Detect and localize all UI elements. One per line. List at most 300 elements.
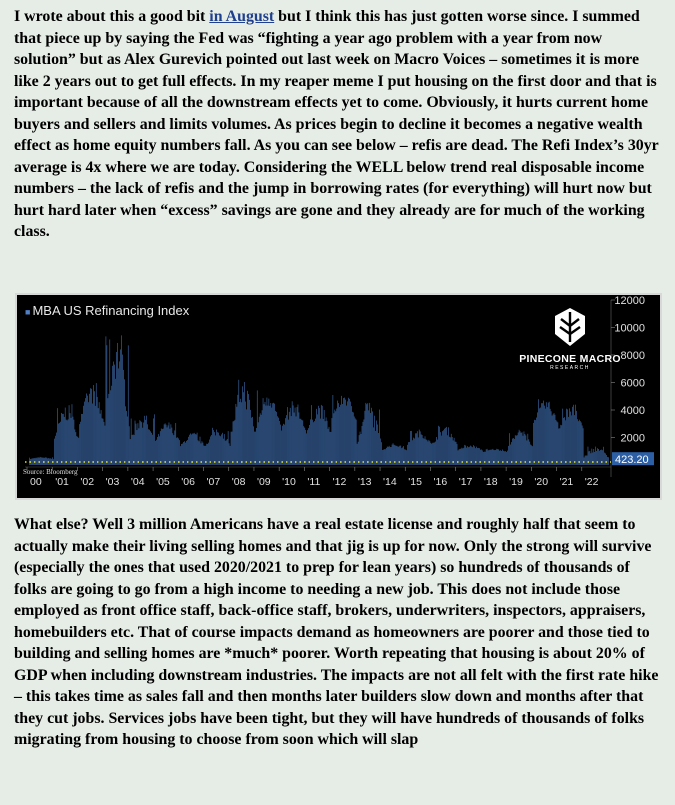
y-tick-label: 6000 xyxy=(620,377,645,390)
chart-bar xyxy=(177,437,178,465)
chart-bar xyxy=(451,434,452,465)
chart-bar xyxy=(417,431,418,465)
chart-bar xyxy=(245,402,246,465)
chart-bar xyxy=(538,399,539,465)
chart-bar xyxy=(181,444,182,465)
chart-bar xyxy=(165,423,166,465)
chart-bar xyxy=(90,388,91,465)
chart-bar xyxy=(31,459,32,465)
chart-bar xyxy=(266,406,267,465)
chart-bar xyxy=(233,421,234,465)
chart-bar xyxy=(573,405,574,465)
chart-bar xyxy=(226,440,227,465)
chart-bar xyxy=(325,421,326,465)
chart-bar xyxy=(124,379,125,465)
chart-bar xyxy=(413,438,414,465)
chart-bar xyxy=(445,428,446,465)
chart-bar xyxy=(405,450,406,465)
chart-bar xyxy=(224,434,225,465)
chart-bar xyxy=(316,409,317,465)
chart-bar xyxy=(141,421,142,465)
chart-bar xyxy=(483,452,484,465)
chart-bar xyxy=(594,452,595,465)
chart-bar xyxy=(510,445,511,465)
chart-bar xyxy=(438,426,439,465)
chart-bar xyxy=(537,412,538,465)
chart-bar xyxy=(288,420,289,465)
chart-bar xyxy=(174,435,175,465)
chart-bar xyxy=(310,419,311,465)
chart-bar xyxy=(599,451,600,465)
chart-bar xyxy=(528,434,529,465)
chart-bar xyxy=(271,403,272,465)
chart-bar xyxy=(238,380,239,465)
chart-bar xyxy=(604,453,605,465)
chart-bar xyxy=(416,433,417,465)
chart-bar xyxy=(303,426,304,465)
chart-bar xyxy=(169,422,170,465)
chart-bar xyxy=(603,447,604,465)
chart-bar xyxy=(569,408,570,465)
chart-bar xyxy=(315,419,316,465)
chart-bar xyxy=(296,416,297,465)
chart-bar xyxy=(160,431,161,465)
chart-bar xyxy=(192,434,193,465)
chart-bar xyxy=(64,417,65,465)
chart-bar xyxy=(425,436,426,465)
chart-bar xyxy=(561,425,562,465)
chart-bar xyxy=(400,446,401,465)
chart-bar xyxy=(223,439,224,465)
chart-bar xyxy=(270,406,271,465)
chart-bar xyxy=(65,408,66,465)
chart-bar xyxy=(420,431,421,465)
chart-bar xyxy=(161,428,162,465)
chart-bar xyxy=(606,455,607,465)
chart-bar xyxy=(351,406,352,465)
chart-bar xyxy=(52,457,53,465)
chart-bar xyxy=(364,419,365,465)
chart-bar xyxy=(368,410,369,465)
chart-bar xyxy=(154,414,155,465)
chart-bar xyxy=(401,448,402,465)
chart-bar xyxy=(222,433,223,465)
chart-bar xyxy=(518,432,519,465)
chart-bar xyxy=(69,405,70,465)
chart-bar xyxy=(377,424,378,465)
chart-bar xyxy=(146,416,147,465)
chart-bar xyxy=(81,414,82,465)
chart-bar xyxy=(108,398,109,465)
chart-bar xyxy=(248,394,249,465)
chart-bar xyxy=(454,438,455,465)
chart-bar xyxy=(363,422,364,465)
x-tick-label: '19 xyxy=(509,476,523,488)
chart-bar xyxy=(216,430,217,465)
chart-bar xyxy=(258,422,259,465)
chart-bar xyxy=(348,398,349,465)
chart-bar xyxy=(209,440,210,465)
chart-bar xyxy=(526,435,527,465)
chart-bar xyxy=(33,458,34,465)
chart-bar xyxy=(140,420,141,465)
chart-bar xyxy=(532,446,533,465)
chart-bar xyxy=(566,409,567,465)
chart-bar xyxy=(41,457,42,465)
x-tick-label: '21 xyxy=(559,476,574,488)
chart-bar xyxy=(260,413,261,465)
chart-bar xyxy=(88,402,89,465)
x-tick-label: '17 xyxy=(458,476,473,488)
chart-bar xyxy=(54,439,55,465)
chart-bar xyxy=(585,456,586,465)
chart-bar xyxy=(142,422,143,465)
chart-bar xyxy=(360,432,361,465)
chart-bar xyxy=(374,416,375,465)
last-value-label: 423.20 xyxy=(615,454,649,467)
chart-bar xyxy=(217,432,218,465)
chart-bar xyxy=(418,437,419,465)
chart-bar xyxy=(605,453,606,465)
chart-bar xyxy=(361,434,362,465)
chart-bar xyxy=(436,437,437,465)
chart-bar xyxy=(556,420,557,465)
chart-bar xyxy=(261,415,262,465)
chart-bar xyxy=(422,435,423,465)
chart-bar xyxy=(274,404,275,465)
chart-bar xyxy=(461,449,462,465)
chart-bar xyxy=(91,389,92,465)
chart-bar xyxy=(77,437,78,465)
chart-bar xyxy=(80,422,81,465)
chart-bar xyxy=(150,431,151,465)
chart-bar xyxy=(571,415,572,465)
chart-bar xyxy=(197,433,198,465)
chart-bar xyxy=(190,433,191,465)
chart-bar xyxy=(547,407,548,465)
chart-bar xyxy=(102,418,103,465)
chart-bar xyxy=(309,425,310,465)
chart-bar xyxy=(449,437,450,465)
chart-bar xyxy=(557,421,558,465)
chart-bar xyxy=(562,409,563,465)
chart-bar xyxy=(313,422,314,465)
chart-bar xyxy=(541,403,542,465)
chart-bar xyxy=(285,418,286,465)
chart-bar xyxy=(428,441,429,465)
chart-bar xyxy=(533,423,534,465)
chart-bar xyxy=(551,411,552,465)
chart-bar xyxy=(235,420,236,465)
chart-bar xyxy=(379,410,380,465)
chart-bar xyxy=(273,403,274,465)
chart-bar xyxy=(458,450,459,465)
chart-bar xyxy=(367,403,368,465)
chart-bar xyxy=(227,439,228,465)
chart-bar xyxy=(40,457,41,465)
chart-bar xyxy=(397,446,398,465)
chart-bar xyxy=(581,422,582,465)
chart-bar xyxy=(267,398,268,465)
x-tick-label: '07 xyxy=(206,476,221,488)
chart-bar xyxy=(333,395,334,465)
chart-bar xyxy=(389,446,390,465)
chart-bar xyxy=(319,408,320,465)
chart-bar xyxy=(534,420,535,465)
chart-bar xyxy=(115,379,116,465)
chart-bar xyxy=(61,413,62,465)
chart-bar xyxy=(152,435,153,465)
chart-bar xyxy=(51,459,52,465)
chart-bar xyxy=(371,408,372,465)
chart-bar xyxy=(145,420,146,465)
chart-bar xyxy=(456,442,457,465)
chart-bar xyxy=(300,419,301,465)
chart-bar xyxy=(220,436,221,465)
chart-bar xyxy=(250,410,251,465)
chart-bar xyxy=(176,438,177,465)
chart-bar xyxy=(443,430,444,465)
chart-bar xyxy=(586,455,587,465)
chart-bar xyxy=(370,413,371,465)
chart-bar xyxy=(127,416,128,465)
chart-bar xyxy=(293,405,294,465)
x-tick-label: '13 xyxy=(357,476,372,488)
chart-bar xyxy=(336,409,337,465)
chart-bar xyxy=(353,412,354,465)
chart-bar xyxy=(338,403,339,465)
chart-bar xyxy=(415,433,416,465)
chart-bar xyxy=(281,431,282,465)
chart-bar xyxy=(55,436,56,465)
chart-bar xyxy=(527,440,528,465)
chart-bar xyxy=(600,450,601,465)
chart-bar xyxy=(188,437,189,465)
chart-bar xyxy=(93,385,94,465)
chart-bar xyxy=(442,431,443,465)
chart-bar xyxy=(318,406,319,465)
chart-bar xyxy=(576,411,577,465)
chart-bar xyxy=(38,457,39,465)
x-tick-label: '05 xyxy=(156,476,170,488)
chart-bar xyxy=(342,404,343,465)
chart-bar xyxy=(550,409,551,465)
chart-bar xyxy=(259,417,260,465)
chart-bar xyxy=(175,423,176,465)
chart-bar xyxy=(487,449,488,465)
chart-bar xyxy=(402,447,403,465)
chart-bar xyxy=(553,414,554,465)
y-tick-label: 2000 xyxy=(620,432,645,445)
chart-bar xyxy=(406,450,407,465)
chart-bar xyxy=(129,426,130,465)
chart-bar xyxy=(514,439,515,465)
x-tick-label: '15 xyxy=(408,476,422,488)
chart-bar xyxy=(515,435,516,465)
chart-bar xyxy=(131,419,132,465)
y-tick-label: 8000 xyxy=(620,350,645,362)
chart-bar xyxy=(249,400,250,465)
chart-bar xyxy=(303,420,304,465)
chart-bar xyxy=(447,435,448,465)
chart-bar xyxy=(297,407,298,465)
chart-bar xyxy=(251,418,252,465)
chart-bar xyxy=(45,457,46,465)
chart-bar xyxy=(198,440,199,465)
chart-bar xyxy=(272,403,273,465)
chart-bar xyxy=(426,439,427,465)
chart-bar xyxy=(446,427,447,465)
chart-bar xyxy=(174,430,175,465)
chart-bar xyxy=(393,443,394,465)
chart-bar xyxy=(376,421,377,465)
chart-bar xyxy=(218,433,219,465)
chart-bar xyxy=(349,399,350,465)
chart-bar xyxy=(60,422,61,465)
chart-bar xyxy=(286,415,287,465)
chart-bar xyxy=(392,445,393,465)
chart-bar xyxy=(68,419,69,465)
chart-bar xyxy=(341,396,342,465)
chart-bar xyxy=(587,456,588,465)
chart-bar xyxy=(519,430,520,465)
chart-bar xyxy=(99,402,100,465)
chart-bar xyxy=(326,417,327,465)
chart-bar xyxy=(86,393,87,465)
chart-bar xyxy=(359,435,360,465)
chart-bar xyxy=(317,414,318,465)
chart-bar xyxy=(85,398,86,465)
chart-bar xyxy=(411,431,412,465)
in-august-link[interactable]: in August xyxy=(209,8,275,25)
chart-bar xyxy=(194,433,195,465)
chart-bar xyxy=(365,411,366,465)
chart-bar xyxy=(234,421,235,465)
chart-bar xyxy=(307,430,308,465)
chart-bar xyxy=(173,433,174,465)
chart-bar xyxy=(552,416,553,465)
chart-bar xyxy=(499,451,500,465)
chart-bar xyxy=(513,438,514,465)
chart-bar xyxy=(264,404,265,465)
chart-bar xyxy=(237,407,238,465)
chart-bar xyxy=(269,399,270,465)
chart-bar xyxy=(583,428,584,465)
y-tick-label: 12000 xyxy=(614,295,645,307)
chart-bar xyxy=(230,446,231,465)
chart-bar xyxy=(362,426,363,465)
chart-bar xyxy=(563,418,564,465)
chart-bar xyxy=(186,441,187,465)
chart-bar xyxy=(572,407,573,465)
chart-bar xyxy=(121,335,122,465)
chart-bar xyxy=(265,402,266,465)
chart-bar xyxy=(238,395,239,465)
chart-bar xyxy=(500,450,501,465)
chart-bar xyxy=(98,408,99,465)
chart-bar xyxy=(520,431,521,465)
chart-bar xyxy=(354,416,355,465)
chart-bar xyxy=(193,433,194,465)
chart-bar xyxy=(558,422,559,465)
chart-bar xyxy=(294,413,295,465)
chart-bar xyxy=(191,435,192,465)
chart-bar xyxy=(225,441,226,465)
chart-bar xyxy=(253,426,254,465)
chart-bar xyxy=(120,349,121,465)
chart-bar xyxy=(531,445,532,465)
chart-bar xyxy=(504,451,505,465)
chart-bar xyxy=(255,432,256,465)
chart-bar xyxy=(380,439,381,465)
chart-bar xyxy=(164,424,165,465)
chart-bar xyxy=(352,412,353,465)
chart-bar xyxy=(421,434,422,465)
chart-bar xyxy=(424,439,425,465)
chart-bar xyxy=(105,426,106,465)
chart-bar xyxy=(478,448,479,465)
chart-bar xyxy=(337,401,338,465)
chart-bar xyxy=(567,409,568,465)
chart-bar xyxy=(459,449,460,465)
chart-bar xyxy=(71,418,72,465)
chart-bar xyxy=(70,413,71,465)
x-tick-label: '10 xyxy=(282,476,296,488)
chart-bar xyxy=(312,420,313,465)
chart-bar xyxy=(89,394,90,465)
chart-bar xyxy=(277,416,278,465)
chart-bar xyxy=(320,419,321,465)
chart-bar xyxy=(143,422,144,465)
chart-bar xyxy=(271,408,272,465)
chart-bar xyxy=(375,431,376,465)
chart-bar xyxy=(82,414,83,465)
chart-bar xyxy=(247,391,248,465)
chart-bar xyxy=(444,429,445,465)
chart-bar xyxy=(125,406,126,465)
chart-bar xyxy=(441,436,442,465)
chart-bar xyxy=(492,450,493,465)
chart-bar xyxy=(344,398,345,465)
x-tick-label: '08 xyxy=(231,476,246,488)
chart-bar xyxy=(282,426,283,465)
x-tick-label: '06 xyxy=(181,476,195,488)
chart-bar xyxy=(343,398,344,465)
chart-bar xyxy=(440,432,441,465)
chart-bar xyxy=(246,409,247,465)
chart-bar xyxy=(56,433,57,465)
chart-bar xyxy=(329,427,330,465)
chart-bar xyxy=(346,406,347,465)
chart-bar xyxy=(373,427,374,465)
chart-bar xyxy=(110,339,111,465)
chart-bar xyxy=(565,420,566,465)
chart-bar xyxy=(496,450,497,465)
chart-bar xyxy=(276,412,277,465)
chart-bar xyxy=(283,424,284,465)
x-tick-label: '22 xyxy=(584,476,599,488)
chart-bar xyxy=(62,414,63,465)
chart-bar xyxy=(323,419,324,465)
chart-bar xyxy=(439,427,440,465)
chart-bar xyxy=(366,403,367,465)
x-tick-label: '01 xyxy=(55,476,69,488)
chart-bar xyxy=(242,386,243,465)
chart-bar xyxy=(46,458,47,465)
chart-bar xyxy=(369,403,370,465)
y-tick-label: 4000 xyxy=(620,405,645,417)
chart-bar xyxy=(36,458,37,465)
